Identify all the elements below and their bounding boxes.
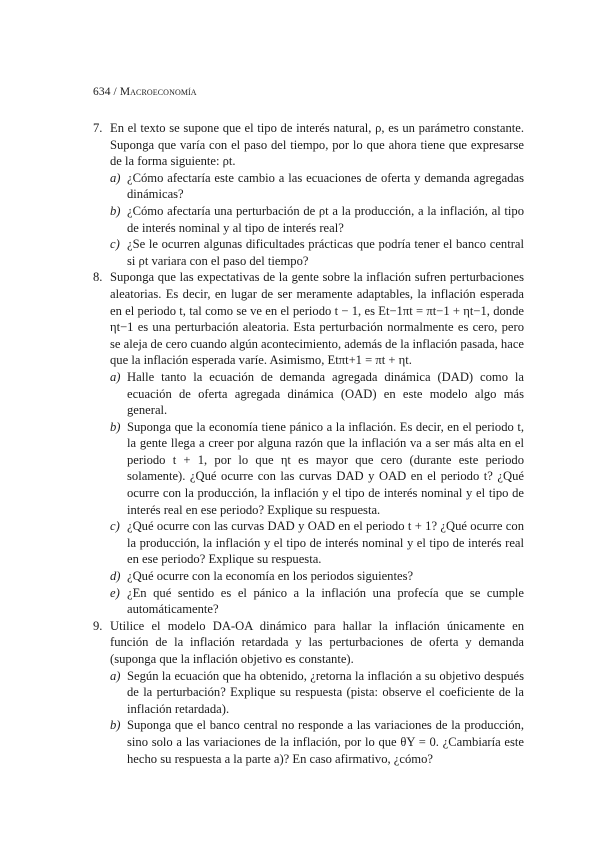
subquestion-b [110, 203, 524, 236]
subquestion-label: b) [110, 718, 121, 733]
subquestion-b [110, 419, 524, 519]
subquestion-a [110, 369, 524, 419]
exercise-7 [93, 120, 524, 170]
subquestion-label: a) [110, 668, 121, 683]
header-separator: / [110, 86, 120, 98]
exercise-number: 9. [93, 618, 103, 633]
exercise-9-parts [93, 668, 524, 768]
subquestion-label: e) [110, 585, 120, 600]
subquestion-label: a) [110, 170, 121, 185]
subquestion-b [110, 717, 524, 767]
subquestion-text: ¿Qué ocurre con la economía en los periodos siguientes? [127, 569, 414, 584]
subquestion-text: Según la ecuación que ha obtenido, ¿retorna la inflación a su objetivo después de la perturbación? Explique su respuesta (pista: observe el coeficiente de la inflación retardada). [127, 668, 524, 716]
exercise-text: Utilice el modelo DA-OA dinámico para hallar la inflación únicamente en función de la inflación retardada y las perturbaciones de oferta y demanda (suponga que la inflación objetivo es constante). [110, 618, 524, 666]
page-number: 634 [93, 86, 111, 98]
exercise-number: 7. [93, 121, 103, 135]
subquestion-a [110, 668, 524, 718]
subquestion-c [110, 236, 524, 269]
exercise-8-parts [93, 369, 524, 618]
subquestion-label: b) [110, 419, 121, 434]
running-title: Macroeconomía [119, 86, 197, 98]
subquestion-label: d) [110, 569, 121, 584]
running-header [93, 86, 197, 98]
exercise-list [93, 120, 524, 767]
subquestion-a [110, 170, 524, 203]
subquestion-text: Suponga que el banco central no responde a las variaciones de la producción, sino solo a las variaciones de la inflación, por lo que θY = 0. ¿Cambiaría este hecho su respuesta a la parte a)? En caso afirmativo, ¿cómo? [127, 718, 524, 766]
exercise-text: Suponga que las expectativas de la gente sobre la inflación sufren perturbaciones aleatorias. Es decir, en lugar de ser meramente adaptables, la inflación esperada en el periodo t, tal como se ve en el periodo t − 1, es Et−1πt = πt−1 + ηt−1, donde ηt−1 es una perturbación aleatoria. Esta perturbación normalmente es cero, pero se aleja de cero cuando algún acontecimiento, además de la inflación pasada, hace que la inflación esperada varíe. Asimismo, Etπt+1 = πt + ηt. [110, 270, 524, 368]
subquestion-c [110, 518, 524, 568]
subquestion-label: b) [110, 203, 121, 218]
exercise-number: 8. [93, 270, 103, 285]
subquestion-text: ¿Se le ocurren algunas dificultades prácticas que podría tener el banco central si ρt variara con el paso del tiempo? [127, 237, 524, 268]
subquestion-label: c) [110, 237, 120, 252]
exercise-8 [93, 269, 524, 369]
subquestion-text: ¿Qué ocurre con las curvas DAD y OAD en el periodo t + 1? ¿Qué ocurre con la producción, la inflación y el tipo de interés nominal y el tipo de interés real en ese periodo? Explique su respuesta. [127, 519, 524, 567]
exercise-7-parts [93, 170, 524, 270]
subquestion-text: ¿Cómo afectaría una perturbación de ρt a la producción, a la inflación, al tipo de interés nominal y al tipo de interés real? [127, 203, 524, 235]
subquestion-label: c) [110, 519, 120, 534]
subquestion-text: ¿En qué sentido es el pánico a la inflación una profecía que se cumple automáticamente? [127, 585, 524, 617]
subquestion-text: Suponga que la economía tiene pánico a la inflación. Es decir, en el periodo t, la gente llega a creer por alguna razón que la inflación va a ser más alta en el periodo t + 1, por lo que ηt es mayor que cero (durante este periodo solamente). ¿Qué ocurre con las curvas DAD y OAD en el periodo t? ¿Qué ocurre con la producción, la inflación y el tipo de interés nominal y el tipo de interés real en ese periodo? Explique su respuesta. [127, 419, 524, 517]
subquestion-text: Halle tanto la ecuación de demanda agregada dinámica (DAD) como la ecuación de oferta agregada dinámica (OAD) en este modelo algo más general. [127, 369, 524, 418]
subquestion-label: a) [110, 369, 121, 384]
subquestion-d [110, 568, 524, 585]
exercise-text: En el texto se supone que el tipo de interés natural, ρ, es un parámetro constante. Suponga que varía con el paso del tiempo, por lo que ahora tiene que expresarse de la forma siguiente: ρt. [110, 121, 524, 169]
subquestion-e [110, 585, 524, 618]
subquestion-text: ¿Cómo afectaría este cambio a las ecuaciones de oferta y demanda agregadas dinámicas? [127, 170, 524, 202]
exercise-9 [93, 618, 524, 668]
